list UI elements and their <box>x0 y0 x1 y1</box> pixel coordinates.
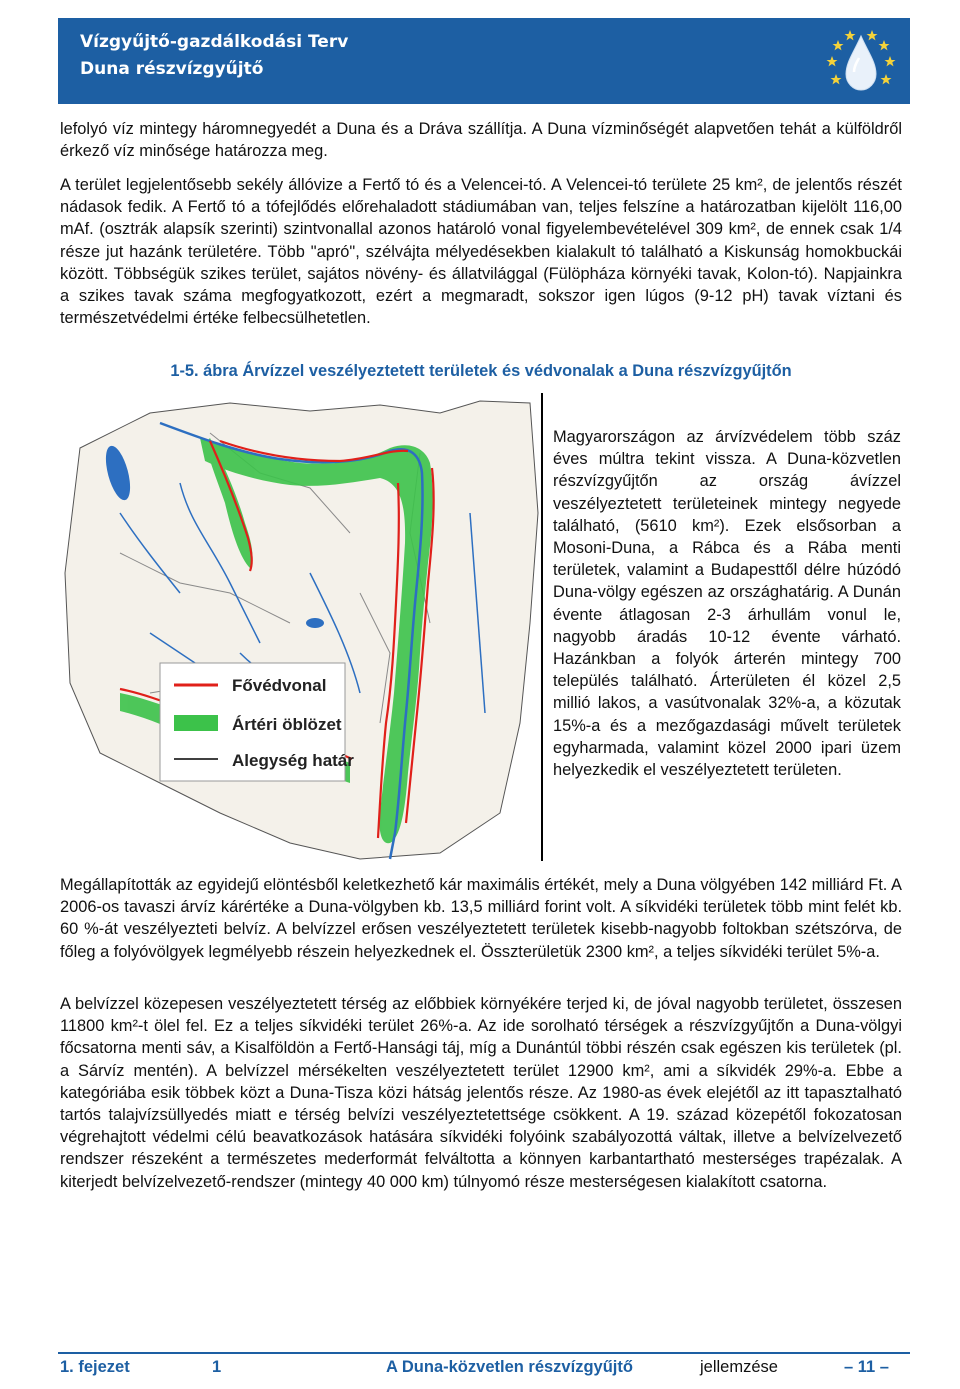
figure-divider <box>541 393 543 861</box>
footer-rule <box>58 1352 910 1354</box>
legend-label-main-line: Fővédvonal <box>232 676 327 695</box>
flood-risk-map <box>60 393 540 861</box>
intro-paragraph-1: lefolyó víz mintegy háromnegyedét a Duna és a Dráva szállítja. A Duna vízminőségét alapvetően tehát a külföldről érkező víz minősége határozza meg. <box>60 120 902 161</box>
footer-chapter-number: 1 <box>212 1358 222 1376</box>
legend-swatch-floodplain <box>174 715 218 731</box>
figure-caption: 1-5. ábra Árvízzel veszélyeztetett területek és védvonalak a Duna részvízgyűjtőn <box>170 362 792 380</box>
legend-label-subunit: Alegység határ <box>232 751 354 770</box>
eu-water-drop-logo <box>820 22 902 100</box>
footer-chapter: 1. fejezet <box>60 1358 130 1376</box>
page-footer <box>60 1358 902 1382</box>
header-subtitle: Duna részvízgyűjtő <box>80 59 264 79</box>
header-title: Vízgyűjtő-gazdálkodási Terv <box>80 32 349 52</box>
intro-paragraph-2: A terület legjelentősebb sekély állóvize a Fertő tó és a Velencei-tó. A Velencei-tó területe 25 km², de jelentős részét nádasok fedik. A Fertő tó a tófejlődés előrehaladott stádiumában van, teljes felszíne a határozatban kijelölt 116,00 mAf. (osztrák alapsík szerinti) szintvonallal azonos határoló vonal figyelembevételével 309 km², de ennek csak 1/4 része jut hazánk területére. Több "apró", szélvájta mélyedésekben kialakult tó található a Kiskunság homokbuckái között. Többségük szikes terület, sajátos növény- és állatvilággal (Fülöpháza környéki tavak, Kolon-tó). Napjainkra a szikes tavak száma megfogyatkozott, ezért a megmaradt, sokszor igen lúgos (9-12 pH) tavak víztani és természetvédelmi értéke felbecsülhetetlen. <box>60 176 902 328</box>
footer-title-suffix: jellemzése <box>700 1358 778 1376</box>
footer-page-number: – 11 – <box>844 1358 889 1376</box>
page-header <box>58 18 910 104</box>
body-paragraph-3: Megállapították az egyidejű elöntésből keletkezhető kár maximális értékét, mely a Duna völgyében 142 milliárd Ft. A 2006-os tavaszi árvíz kárértéke a Duna-völgyben kb. 13,5 milliárd forint volt. A síkvidéki területek több mint felét kb. 60 %-át veszélyezteti belvíz. A belvízzel erősen veszélyeztetett területek kisebb-nagyobb foltokban szétszórva, de főleg a folyóvölgyek legmélyebb részein helyezkednek el. Összterületük 2300 km², a teljes síkvidéki terület 5%-a. <box>60 876 902 961</box>
footer-title: A Duna-közvetlen részvízgyűjtő <box>386 1358 633 1376</box>
side-paragraph: Magyarországon az árvízvédelem több száz éves múltra tekint vissza. A Duna-közvetlen részvízgyűjtőn az ország ávízzel veszélyeztetett területeinek mintegy negyede található, (5610 km²). Ezek elsősorban a Mosoni-Duna, a Rábca és a Rába menti területek, valamint a Budapesttől délre húzódó Duna-völgy egészen az országhatárig. A Dunán évente átlagosan 2-3 árhullám vonul le, nagyobb áradás 10-12 évente várható. Hazánkban a folyók árterén mintegy 700 település található. Árterületen él közel 2,5 millió lakos, a vasútvonalak 32%-a, a közutak 15%-a és a mezőgazdasági művelt területek egyharmada, valamint közel 2000 ipari üzem helyezkedik el veszélyeztetett területen. <box>553 428 901 780</box>
body-paragraph-4: A belvízzel közepesen veszélyeztetett térség az előbbiek környékére terjed ki, de jóval nagyobb területet, összesen 11800 km²-t ölel fel. Ez a teljes síkvidéki terület 26%-a. Az ide sorolható térségek a részvízgyűjtőn a Duna-völgyi főcsatorna menti sáv, a Kisalföldön a Fertő-Hansági táj, míg a Dunántúl többi részén csak egészen kis területek (pl. a Sárvíz mentén). A belvízzel mérsékelten veszélyeztetett terület 12900 km², ami a síkvidék 29%-a. Ebbe a kategóriába esik többek közt a Duna-Tisza közi hátság jelentős része. Az 1980-as évek elejétől az itt tapasztalható tartós talajvízsüllyedés miatt e térség belvízi veszélyeztetettsége csökkent. A 19. század közepétől fokozatosan végrehajtott védelmi célú beavatkozások hatására síkvidéki folyóink szabályozottá váltak, illetve a belvízelvezető rendszer részeként a természetes mederformát felváltotta a könnyen karbantartható mesterséges trapézalak. A kiterjedt belvízelvezető-rendszer (mintegy 40 000 km) túlnyomó része mesterségesen kialakított csatorna. <box>60 995 902 1191</box>
legend-label-floodplain: Ártéri öblözet <box>232 715 342 734</box>
